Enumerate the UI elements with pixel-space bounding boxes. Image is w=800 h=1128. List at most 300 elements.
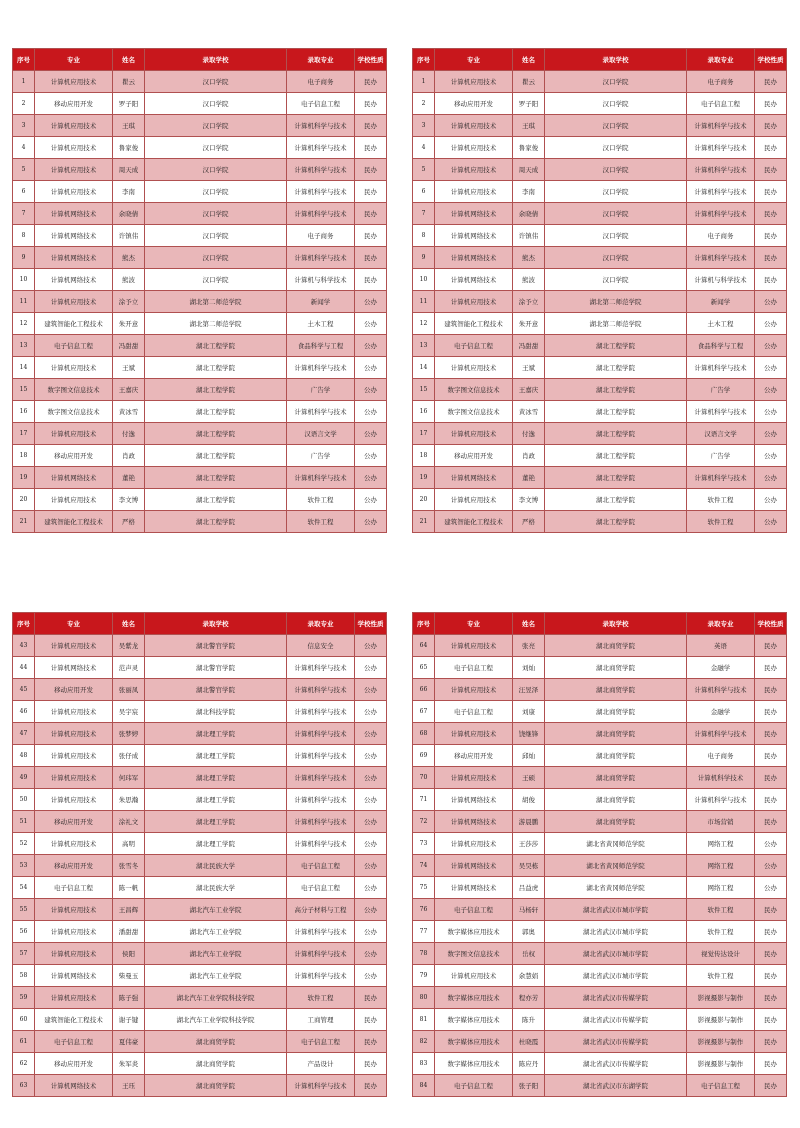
- seq-cell: 46: [13, 701, 35, 723]
- admit-major-cell: 工商管理: [287, 1009, 355, 1031]
- name-cell: 冯甜甜: [113, 335, 145, 357]
- seq-cell: 3: [13, 115, 35, 137]
- table-top-right: [412, 48, 787, 533]
- seq-cell: 2: [13, 93, 35, 115]
- school-cell: 湖北警官学院: [145, 679, 287, 701]
- major-cell: 移动应用开发: [35, 855, 113, 877]
- school-cell: 湖北商贸学院: [545, 635, 687, 657]
- admit-major-cell: 计算机科学与技术: [287, 137, 355, 159]
- name-cell: 张仔成: [113, 745, 145, 767]
- school-type-header: 学校性质: [755, 613, 787, 635]
- seq-header: 序号: [13, 613, 35, 635]
- name-cell: 张亮: [513, 635, 545, 657]
- table-row: [413, 137, 787, 159]
- admit-major-cell: 计算机科学与技术: [287, 657, 355, 679]
- table-row: [413, 71, 787, 93]
- name-cell: 谢子键: [113, 1009, 145, 1031]
- school-type-cell: 公办: [755, 335, 787, 357]
- school-cell: 湖北工程学院: [545, 467, 687, 489]
- name-cell: 涂予立: [513, 291, 545, 313]
- school-cell: 汉口学院: [545, 181, 687, 203]
- seq-cell: 18: [413, 445, 435, 467]
- name-cell: 柴曼玉: [113, 965, 145, 987]
- admit-major-cell: 计算机科学与技术: [287, 965, 355, 987]
- admit-major-cell: 计算机科学与技术: [287, 921, 355, 943]
- school-cell: 汉口学院: [145, 159, 287, 181]
- table-row: [13, 965, 387, 987]
- major-cell: 建筑智能化工程技术: [435, 313, 513, 335]
- school-cell: 湖北理工学院: [145, 767, 287, 789]
- table-row: [413, 511, 787, 533]
- seq-cell: 61: [13, 1031, 35, 1053]
- table-row: [13, 1075, 387, 1097]
- major-header: 专业: [435, 49, 513, 71]
- admit-major-cell: 计算机科学与技术: [687, 203, 755, 225]
- school-type-cell: 民办: [755, 987, 787, 1009]
- table-row: [413, 833, 787, 855]
- admit-major-cell: 计算机科学与技术: [287, 723, 355, 745]
- major-cell: 计算机网络技术: [35, 467, 113, 489]
- name-cell: 刘康: [513, 701, 545, 723]
- name-header: 姓名: [513, 613, 545, 635]
- admit-major-cell: 计算机科学与技术: [687, 247, 755, 269]
- seq-cell: 7: [13, 203, 35, 225]
- name-cell: 余慧娟: [513, 965, 545, 987]
- major-cell: 电子信息工程: [435, 1075, 513, 1097]
- name-cell: 朱军炎: [113, 1053, 145, 1075]
- major-cell: 计算机应用技术: [35, 723, 113, 745]
- seq-cell: 56: [13, 921, 35, 943]
- table-row: [413, 1031, 787, 1053]
- name-cell: 张子阳: [513, 1075, 545, 1097]
- admit-major-header: 录取专业: [287, 613, 355, 635]
- table-row: [13, 379, 387, 401]
- seq-cell: 9: [13, 247, 35, 269]
- school-type-cell: 民办: [755, 225, 787, 247]
- table-row: [413, 247, 787, 269]
- school-cell: 湖北工程学院: [545, 445, 687, 467]
- admit-major-cell: 软件工程: [287, 987, 355, 1009]
- major-cell: 计算机应用技术: [435, 489, 513, 511]
- major-cell: 计算机应用技术: [435, 137, 513, 159]
- admit-major-cell: 计算机科学与技术: [287, 401, 355, 423]
- admit-major-cell: 电子信息工程: [287, 877, 355, 899]
- table-row: [13, 723, 387, 745]
- admit-major-cell: 网络工程: [687, 855, 755, 877]
- school-type-cell: 民办: [755, 635, 787, 657]
- school-header: 录取学校: [545, 49, 687, 71]
- school-type-cell: 民办: [755, 203, 787, 225]
- table-row: [413, 357, 787, 379]
- admit-major-cell: 计算机科学与技术: [287, 159, 355, 181]
- table-row: [13, 467, 387, 489]
- table-row: [13, 93, 387, 115]
- table-row: [13, 511, 387, 533]
- major-cell: 移动应用开发: [35, 679, 113, 701]
- school-header: 录取学校: [145, 49, 287, 71]
- table-row: [413, 987, 787, 1009]
- admit-major-cell: 计算机科学与技术: [687, 137, 755, 159]
- school-cell: 湖北工程学院: [145, 423, 287, 445]
- admit-major-cell: 电子商务: [687, 745, 755, 767]
- table-row: [413, 225, 787, 247]
- seq-cell: 45: [13, 679, 35, 701]
- table-row: [413, 181, 787, 203]
- admit-major-cell: 新闻学: [687, 291, 755, 313]
- major-cell: 计算机网络技术: [435, 203, 513, 225]
- school-cell: 湖北汽车工业学院科技学院: [145, 1009, 287, 1031]
- table-row: [13, 225, 387, 247]
- school-cell: 汉口学院: [145, 269, 287, 291]
- name-cell: 邱灿: [513, 745, 545, 767]
- school-cell: 湖北民族大学: [145, 855, 287, 877]
- admit-major-cell: 计算机科学与技术: [287, 181, 355, 203]
- major-cell: 计算机应用技术: [35, 489, 113, 511]
- seq-cell: 43: [13, 635, 35, 657]
- school-type-cell: 公办: [755, 401, 787, 423]
- major-header: 专业: [35, 613, 113, 635]
- major-cell: 计算机应用技术: [35, 423, 113, 445]
- major-cell: 计算机网络技术: [35, 225, 113, 247]
- table-row: [413, 855, 787, 877]
- school-type-cell: 公办: [755, 833, 787, 855]
- seq-cell: 66: [413, 679, 435, 701]
- seq-cell: 73: [413, 833, 435, 855]
- major-cell: 建筑智能化工程技术: [35, 1009, 113, 1031]
- name-cell: 王硕: [513, 767, 545, 789]
- school-cell: 湖北商贸学院: [145, 1053, 287, 1075]
- admit-major-header: 录取专业: [687, 49, 755, 71]
- major-cell: 计算机应用技术: [35, 987, 113, 1009]
- name-cell: 冯甜甜: [513, 335, 545, 357]
- name-cell: 涂礼文: [113, 811, 145, 833]
- seq-cell: 9: [413, 247, 435, 269]
- admit-major-cell: 电子信息工程: [687, 1075, 755, 1097]
- school-type-cell: 公办: [755, 423, 787, 445]
- table-row: [413, 1053, 787, 1075]
- major-cell: 计算机应用技术: [435, 965, 513, 987]
- admit-major-cell: 影视摄影与制作: [687, 1031, 755, 1053]
- major-cell: 建筑智能化工程技术: [35, 313, 113, 335]
- major-cell: 电子信息工程: [35, 1031, 113, 1053]
- school-type-cell: 公办: [355, 811, 387, 833]
- name-cell: 李南: [513, 181, 545, 203]
- school-type-cell: 公办: [355, 291, 387, 313]
- school-type-cell: 民办: [755, 269, 787, 291]
- school-type-cell: 民办: [755, 1031, 787, 1053]
- school-cell: 湖北商贸学院: [545, 745, 687, 767]
- name-cell: 岳权: [513, 943, 545, 965]
- school-cell: 湖北省武汉市城市学院: [545, 943, 687, 965]
- admit-major-cell: 影视摄影与制作: [687, 987, 755, 1009]
- school-cell: 汉口学院: [545, 225, 687, 247]
- name-cell: 陈子强: [113, 987, 145, 1009]
- major-cell: 数字图文信息技术: [435, 943, 513, 965]
- name-cell: 涂予立: [113, 291, 145, 313]
- table-row: [413, 159, 787, 181]
- major-cell: 计算机网络技术: [35, 965, 113, 987]
- school-type-cell: 公办: [355, 445, 387, 467]
- table-row: [13, 203, 387, 225]
- name-cell: 陈一帆: [113, 877, 145, 899]
- name-cell: 张梦婷: [113, 723, 145, 745]
- table-top-left: [12, 48, 387, 533]
- seq-header: 序号: [13, 49, 35, 71]
- seq-cell: 6: [413, 181, 435, 203]
- seq-cell: 67: [413, 701, 435, 723]
- school-type-cell: 公办: [355, 745, 387, 767]
- school-type-cell: 民办: [755, 247, 787, 269]
- major-cell: 数字图文信息技术: [35, 401, 113, 423]
- name-cell: 严格: [113, 511, 145, 533]
- seq-cell: 62: [13, 1053, 35, 1075]
- major-cell: 计算机应用技术: [35, 115, 113, 137]
- major-cell: 计算机应用技术: [35, 635, 113, 657]
- major-cell: 移动应用开发: [435, 745, 513, 767]
- table-bottom-left: [12, 612, 387, 1097]
- seq-cell: 55: [13, 899, 35, 921]
- school-type-cell: 民办: [355, 159, 387, 181]
- table-row: [13, 247, 387, 269]
- major-cell: 电子信息工程: [435, 701, 513, 723]
- school-cell: 汉口学院: [145, 225, 287, 247]
- seq-cell: 21: [13, 511, 35, 533]
- table-row: [13, 877, 387, 899]
- table-row: [413, 423, 787, 445]
- school-type-cell: 公办: [755, 877, 787, 899]
- major-cell: 计算机应用技术: [435, 357, 513, 379]
- school-type-cell: 公办: [355, 723, 387, 745]
- name-cell: 饶继锋: [513, 723, 545, 745]
- table-row: [413, 467, 787, 489]
- table-row: [413, 93, 787, 115]
- seq-cell: 8: [413, 225, 435, 247]
- table-row: [413, 943, 787, 965]
- admit-major-cell: 计算机科学与技术: [287, 767, 355, 789]
- major-cell: 计算机应用技术: [435, 291, 513, 313]
- school-cell: 汉口学院: [145, 115, 287, 137]
- major-cell: 移动应用开发: [35, 445, 113, 467]
- admit-major-cell: 网络工程: [687, 877, 755, 899]
- school-cell: 湖北商贸学院: [545, 701, 687, 723]
- admit-major-cell: 视觉传达设计: [687, 943, 755, 965]
- table-row: [13, 181, 387, 203]
- school-cell: 湖北第二师范学院: [545, 291, 687, 313]
- name-cell: 董艳: [513, 467, 545, 489]
- name-cell: 罗子阳: [513, 93, 545, 115]
- school-type-cell: 民办: [755, 789, 787, 811]
- school-type-cell: 民办: [755, 1009, 787, 1031]
- school-cell: 湖北民族大学: [145, 877, 287, 899]
- seq-cell: 11: [13, 291, 35, 313]
- major-cell: 计算机网络技术: [435, 467, 513, 489]
- school-type-cell: 民办: [355, 225, 387, 247]
- school-cell: 汉口学院: [545, 247, 687, 269]
- name-cell: 王嘉庆: [113, 379, 145, 401]
- school-type-cell: 民办: [755, 93, 787, 115]
- seq-cell: 81: [413, 1009, 435, 1031]
- admit-major-cell: 软件工程: [287, 511, 355, 533]
- school-cell: 湖北理工学院: [145, 811, 287, 833]
- table-row: [13, 71, 387, 93]
- school-cell: 汉口学院: [145, 137, 287, 159]
- seq-cell: 2: [413, 93, 435, 115]
- table-row: [13, 159, 387, 181]
- table-row: [13, 855, 387, 877]
- seq-header: 序号: [413, 49, 435, 71]
- admit-major-cell: 软件工程: [687, 899, 755, 921]
- admit-major-cell: 计算机科学与技术: [687, 181, 755, 203]
- school-cell: 湖北理工学院: [145, 745, 287, 767]
- school-cell: 湖北第二师范学院: [145, 291, 287, 313]
- admit-major-cell: 影视摄影与制作: [687, 1009, 755, 1031]
- school-type-cell: 民办: [755, 965, 787, 987]
- school-type-cell: 公办: [355, 313, 387, 335]
- major-cell: 计算机应用技术: [435, 833, 513, 855]
- table-row: [13, 357, 387, 379]
- admit-major-cell: 计算机科学与技术: [287, 701, 355, 723]
- school-type-cell: 公办: [355, 877, 387, 899]
- admit-major-cell: 计算机科学与技术: [687, 789, 755, 811]
- school-cell: 湖北科技学院: [145, 701, 287, 723]
- school-cell: 汉口学院: [545, 203, 687, 225]
- admit-major-header: 录取专业: [687, 613, 755, 635]
- major-cell: 计算机应用技术: [435, 115, 513, 137]
- school-type-cell: 民办: [755, 137, 787, 159]
- school-type-cell: 公办: [355, 899, 387, 921]
- school-type-header: 学校性质: [755, 49, 787, 71]
- name-cell: 王昌辉: [113, 899, 145, 921]
- name-cell: 王琪: [113, 115, 145, 137]
- major-cell: 数字媒体应用技术: [435, 1031, 513, 1053]
- seq-cell: 16: [13, 401, 35, 423]
- school-cell: 汉口学院: [545, 269, 687, 291]
- admit-major-cell: 计算机科学与技术: [687, 679, 755, 701]
- table-row: [413, 679, 787, 701]
- major-cell: 计算机应用技术: [35, 789, 113, 811]
- school-type-cell: 民办: [755, 811, 787, 833]
- school-type-cell: 公办: [355, 679, 387, 701]
- admit-major-cell: 计算机科学与技术: [287, 943, 355, 965]
- major-cell: 数字媒体应用技术: [435, 921, 513, 943]
- major-cell: 计算机网络技术: [435, 247, 513, 269]
- school-cell: 湖北商贸学院: [545, 789, 687, 811]
- major-cell: 计算机应用技术: [35, 137, 113, 159]
- school-type-cell: 民办: [755, 181, 787, 203]
- name-cell: 许镇伟: [113, 225, 145, 247]
- school-cell: 湖北警官学院: [145, 635, 287, 657]
- school-header: 录取学校: [545, 613, 687, 635]
- seq-cell: 18: [13, 445, 35, 467]
- school-cell: 湖北省武汉市城市学院: [545, 899, 687, 921]
- name-cell: 严格: [513, 511, 545, 533]
- seq-cell: 10: [13, 269, 35, 291]
- school-cell: 湖北工程学院: [145, 467, 287, 489]
- seq-cell: 14: [13, 357, 35, 379]
- admit-major-cell: 电子信息工程: [287, 1031, 355, 1053]
- name-cell: 熊杰: [113, 247, 145, 269]
- school-type-cell: 公办: [355, 511, 387, 533]
- major-cell: 计算机应用技术: [435, 159, 513, 181]
- table-row: [413, 401, 787, 423]
- table-row: [13, 943, 387, 965]
- admit-major-cell: 电子信息工程: [287, 93, 355, 115]
- seq-cell: 15: [13, 379, 35, 401]
- seq-cell: 63: [13, 1075, 35, 1097]
- table-row: [413, 269, 787, 291]
- table-row: [13, 1009, 387, 1031]
- name-cell: 肖政: [513, 445, 545, 467]
- school-cell: 湖北商贸学院: [545, 679, 687, 701]
- seq-cell: 14: [413, 357, 435, 379]
- school-cell: 湖北省武汉市东湖学院: [545, 1075, 687, 1097]
- table-row: [13, 445, 387, 467]
- school-cell: 湖北汽车工业学院: [145, 899, 287, 921]
- seq-cell: 3: [413, 115, 435, 137]
- major-cell: 建筑智能化工程技术: [35, 511, 113, 533]
- admit-major-cell: 计算机科学与技术: [287, 789, 355, 811]
- table-row: [13, 335, 387, 357]
- name-cell: 周天成: [113, 159, 145, 181]
- name-cell: 张丽凤: [113, 679, 145, 701]
- major-cell: 计算机网络技术: [35, 269, 113, 291]
- school-type-cell: 民办: [755, 723, 787, 745]
- seq-cell: 80: [413, 987, 435, 1009]
- major-cell: 数字图文信息技术: [435, 401, 513, 423]
- seq-cell: 16: [413, 401, 435, 423]
- school-type-cell: 公办: [355, 357, 387, 379]
- table-row: [13, 767, 387, 789]
- school-cell: 湖北省武汉市城市学院: [545, 965, 687, 987]
- table-row: [413, 115, 787, 137]
- school-cell: 湖北工程学院: [145, 511, 287, 533]
- admit-major-cell: 计算机科学与技术: [287, 203, 355, 225]
- header-row: [13, 613, 387, 635]
- school-type-cell: 民办: [355, 1009, 387, 1031]
- table-row: [13, 833, 387, 855]
- school-type-cell: 公办: [355, 965, 387, 987]
- admit-major-cell: 土木工程: [287, 313, 355, 335]
- admit-major-cell: 电子商务: [287, 225, 355, 247]
- seq-cell: 20: [13, 489, 35, 511]
- major-cell: 计算机应用技术: [435, 723, 513, 745]
- school-cell: 湖北省武汉市传媒学院: [545, 1031, 687, 1053]
- major-cell: 计算机网络技术: [35, 657, 113, 679]
- school-cell: 湖北工程学院: [545, 357, 687, 379]
- school-cell: 湖北汽车工业学院: [145, 965, 287, 987]
- school-cell: 湖北商贸学院: [545, 767, 687, 789]
- table-bottom-right: [412, 612, 787, 1097]
- major-cell: 计算机应用技术: [435, 181, 513, 203]
- seq-header: 序号: [413, 613, 435, 635]
- table-row: [413, 1009, 787, 1031]
- seq-cell: 59: [13, 987, 35, 1009]
- school-cell: 汉口学院: [145, 181, 287, 203]
- seq-cell: 4: [413, 137, 435, 159]
- school-type-cell: 民办: [355, 987, 387, 1009]
- major-cell: 计算机应用技术: [35, 921, 113, 943]
- school-type-cell: 民办: [755, 1053, 787, 1075]
- admit-major-cell: 广告学: [287, 445, 355, 467]
- name-cell: 董艳: [113, 467, 145, 489]
- name-cell: 张雪冬: [113, 855, 145, 877]
- school-cell: 湖北工程学院: [145, 401, 287, 423]
- school-cell: 湖北第二师范学院: [545, 313, 687, 335]
- major-cell: 电子信息工程: [35, 877, 113, 899]
- major-cell: 计算机应用技术: [435, 767, 513, 789]
- school-type-cell: 民办: [355, 269, 387, 291]
- table-row: [13, 899, 387, 921]
